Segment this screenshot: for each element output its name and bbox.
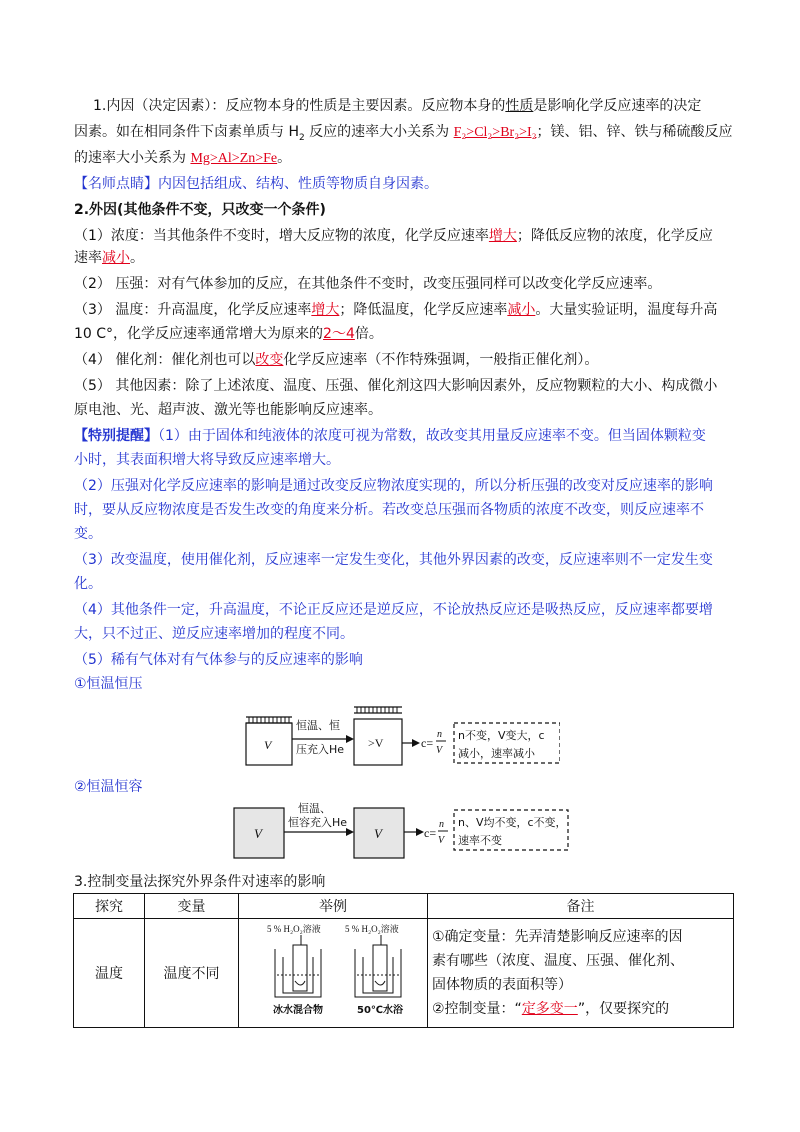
concentration-line2: 速率减小。 [74, 250, 144, 266]
s1-line2: 因素。如在相同条件下卤素单质与 $H_2$ 反应的速率大小关系为 F₂>Cl₂>Br₂>I₂；镁、铝、锌、铁与稀硫酸反应 [74, 124, 733, 143]
col-notes: 备注 [428, 894, 734, 919]
svg-text:V: V [374, 826, 382, 841]
table-row [74, 919, 734, 1028]
note-line1: ①确定变量：先弄清楚影响反应速率的因 [432, 929, 683, 945]
pressure-line: （2） 压强：对有气体参加的反应，在其他条件不变时，改变压强同样可以改变化学反应速率。 [74, 276, 662, 292]
special-note2a: （2）压强对化学反应速率的影响是通过改变反应物浓度实现的，所以分析压强的改变对反应速率的影响 [74, 478, 713, 494]
table-header-row [74, 894, 734, 919]
answer-temp-decrease: 减小 [507, 302, 536, 318]
special-note3a: （3）改变温度，使用催化剂，反应速率一定发生变化，其他外界因素的改变，反应速率则不一定发生变 [74, 552, 713, 568]
cell-example [239, 919, 428, 1028]
col-probe: 探究 [74, 894, 145, 919]
svg-text:减小，速率减小: 减小，速率减小 [458, 747, 535, 760]
diagram-constant-pressure [240, 703, 560, 769]
temperature-line1: （3） 温度：升高温度，化学反应速率增大；降低温度，化学反应速率减小。大量实验证明，温度每升高 [74, 302, 718, 318]
svg-text:>V: >V [368, 736, 384, 750]
svg-text:5 % H₂O₂溶液: 5 % H₂O₂溶液 [345, 924, 399, 934]
special-note2b: 时，要从反应物浓度是否发生改变的角度来分析。若改变总压强而各物质的浓度不改变，则反应速率不 [74, 502, 704, 518]
other-factors-line1: （5） 其他因素：除了上述浓度、温度、压强、催化剂这四大影响因素外，反应物颗粒的大小、构成微小 [74, 378, 718, 394]
answer-change: 改变 [255, 352, 284, 368]
answer-nature: 性质 [505, 98, 534, 114]
svg-text:V: V [436, 745, 443, 756]
cell-probe: 温度 [74, 919, 145, 1028]
answer-temp-increase: 增大 [311, 302, 340, 318]
section3-title: 3.控制变量法探究外界条件对速率的影响 [74, 874, 326, 890]
special-note1a: 【特别提醒】（1）由于固体和纯液体的浓度可视为常数，故改变其用量反应速率不变。但当固体颗粒变 [74, 428, 706, 444]
answer-factor: 2～4 [323, 326, 355, 342]
special-note4a: （4）其他条件一定，升高温度，不论正反应还是逆反应，不论放热反应还是吸热反应，反应速率都要增 [74, 602, 713, 618]
answer-decrease: 减小 [102, 250, 130, 266]
control-variable-table [73, 893, 734, 1028]
special-note1b: 小时，其表面积增大将导致反应速率增大。 [74, 452, 340, 468]
note-line4: ②控制变量：“定多变一”，仅要探究的 [432, 1001, 670, 1017]
svg-text:压充入He: 压充入He [296, 743, 345, 756]
svg-text:c=: c= [421, 736, 434, 750]
catalyst-line: （4） 催化剂：催化剂也可以改变化学反应速率（不作特殊强调，一般指正催化剂）。 [74, 352, 599, 368]
special-note5: （5）稀有气体对有气体参与的反应速率的影响 [74, 652, 363, 668]
svg-text:冰水混合物: 冰水混合物 [273, 1005, 323, 1016]
section2-title: 2.外因(其他条件不变，只改变一个条件) [74, 202, 326, 218]
svg-text:恒温、恒: 恒温、恒 [296, 719, 340, 732]
svg-text:n、V均不变，c不变，: n、V均不变，c不变， [458, 816, 567, 829]
other-factors-line2: 原电池、光、超声波、激光等也能影响反应速率。 [74, 402, 382, 418]
special-note2c: 变。 [74, 526, 102, 542]
s1-line3: 的速率大小关系为 Mg>Al>Zn>Fe。 [74, 150, 292, 166]
concentration-line1: （1）浓度：当其他条件不变时，增大反应物的浓度，化学反应速率增大；降低反应物的浓度，化学反应 [74, 228, 713, 244]
svg-text:5 % H₂O₂溶液: 5 % H₂O₂溶液 [267, 924, 321, 934]
svg-text:50℃水浴: 50℃水浴 [357, 1005, 404, 1016]
col-example: 举例 [239, 894, 428, 919]
svg-text:恒温、: 恒温、 [298, 802, 331, 815]
beaker-illustration [239, 919, 419, 1023]
case-constant-volume: ②恒温恒容 [74, 779, 143, 795]
svg-text:V: V [264, 738, 272, 752]
s1-line1: 1.内因（决定因素）：反应物本身的性质是主要因素。反应物本身的性质是影响化学反应速率的决定 [93, 98, 702, 114]
svg-text:恒容充入He: 恒容充入He [288, 816, 348, 829]
case-constant-pressure: ①恒温恒压 [74, 676, 143, 692]
special-note4b: 大，只不过正、逆反应速率增加的程度不同。 [74, 626, 354, 642]
answer-control: 定多变一 [521, 1001, 578, 1017]
svg-text:V: V [254, 826, 262, 841]
col-variable: 变量 [145, 894, 239, 919]
note-line2: 素有哪些（浓度、温度、压强、催化剂、 [432, 953, 684, 969]
answer-halogen-order: F₂>Cl₂>Br₂>I₂ [453, 125, 537, 140]
special-note3b: 化。 [74, 576, 102, 592]
temperature-line2: 10 C°，化学反应速率通常增大为原来的2～4倍。 [74, 326, 383, 342]
cell-notes [428, 919, 734, 1028]
note-line3: 固体物质的表面积等） [432, 977, 572, 993]
expert-tip: 【名师点睛】内因包括组成、结构、性质等物质自身因素。 [74, 176, 438, 192]
svg-text:n不变，V变大，c: n不变，V变大，c [458, 729, 545, 742]
svg-text:速率不变: 速率不变 [458, 834, 502, 847]
answer-increase: 增大 [488, 228, 517, 244]
answer-metal-order: Mg>Al>Zn>Fe [190, 151, 278, 166]
cell-variable: 温度不同 [145, 919, 239, 1028]
diagram-constant-volume [230, 800, 572, 864]
svg-text:c=: c= [424, 826, 437, 840]
svg-text:n: n [439, 819, 444, 830]
svg-text:n: n [437, 729, 442, 740]
svg-text:V: V [438, 835, 445, 846]
